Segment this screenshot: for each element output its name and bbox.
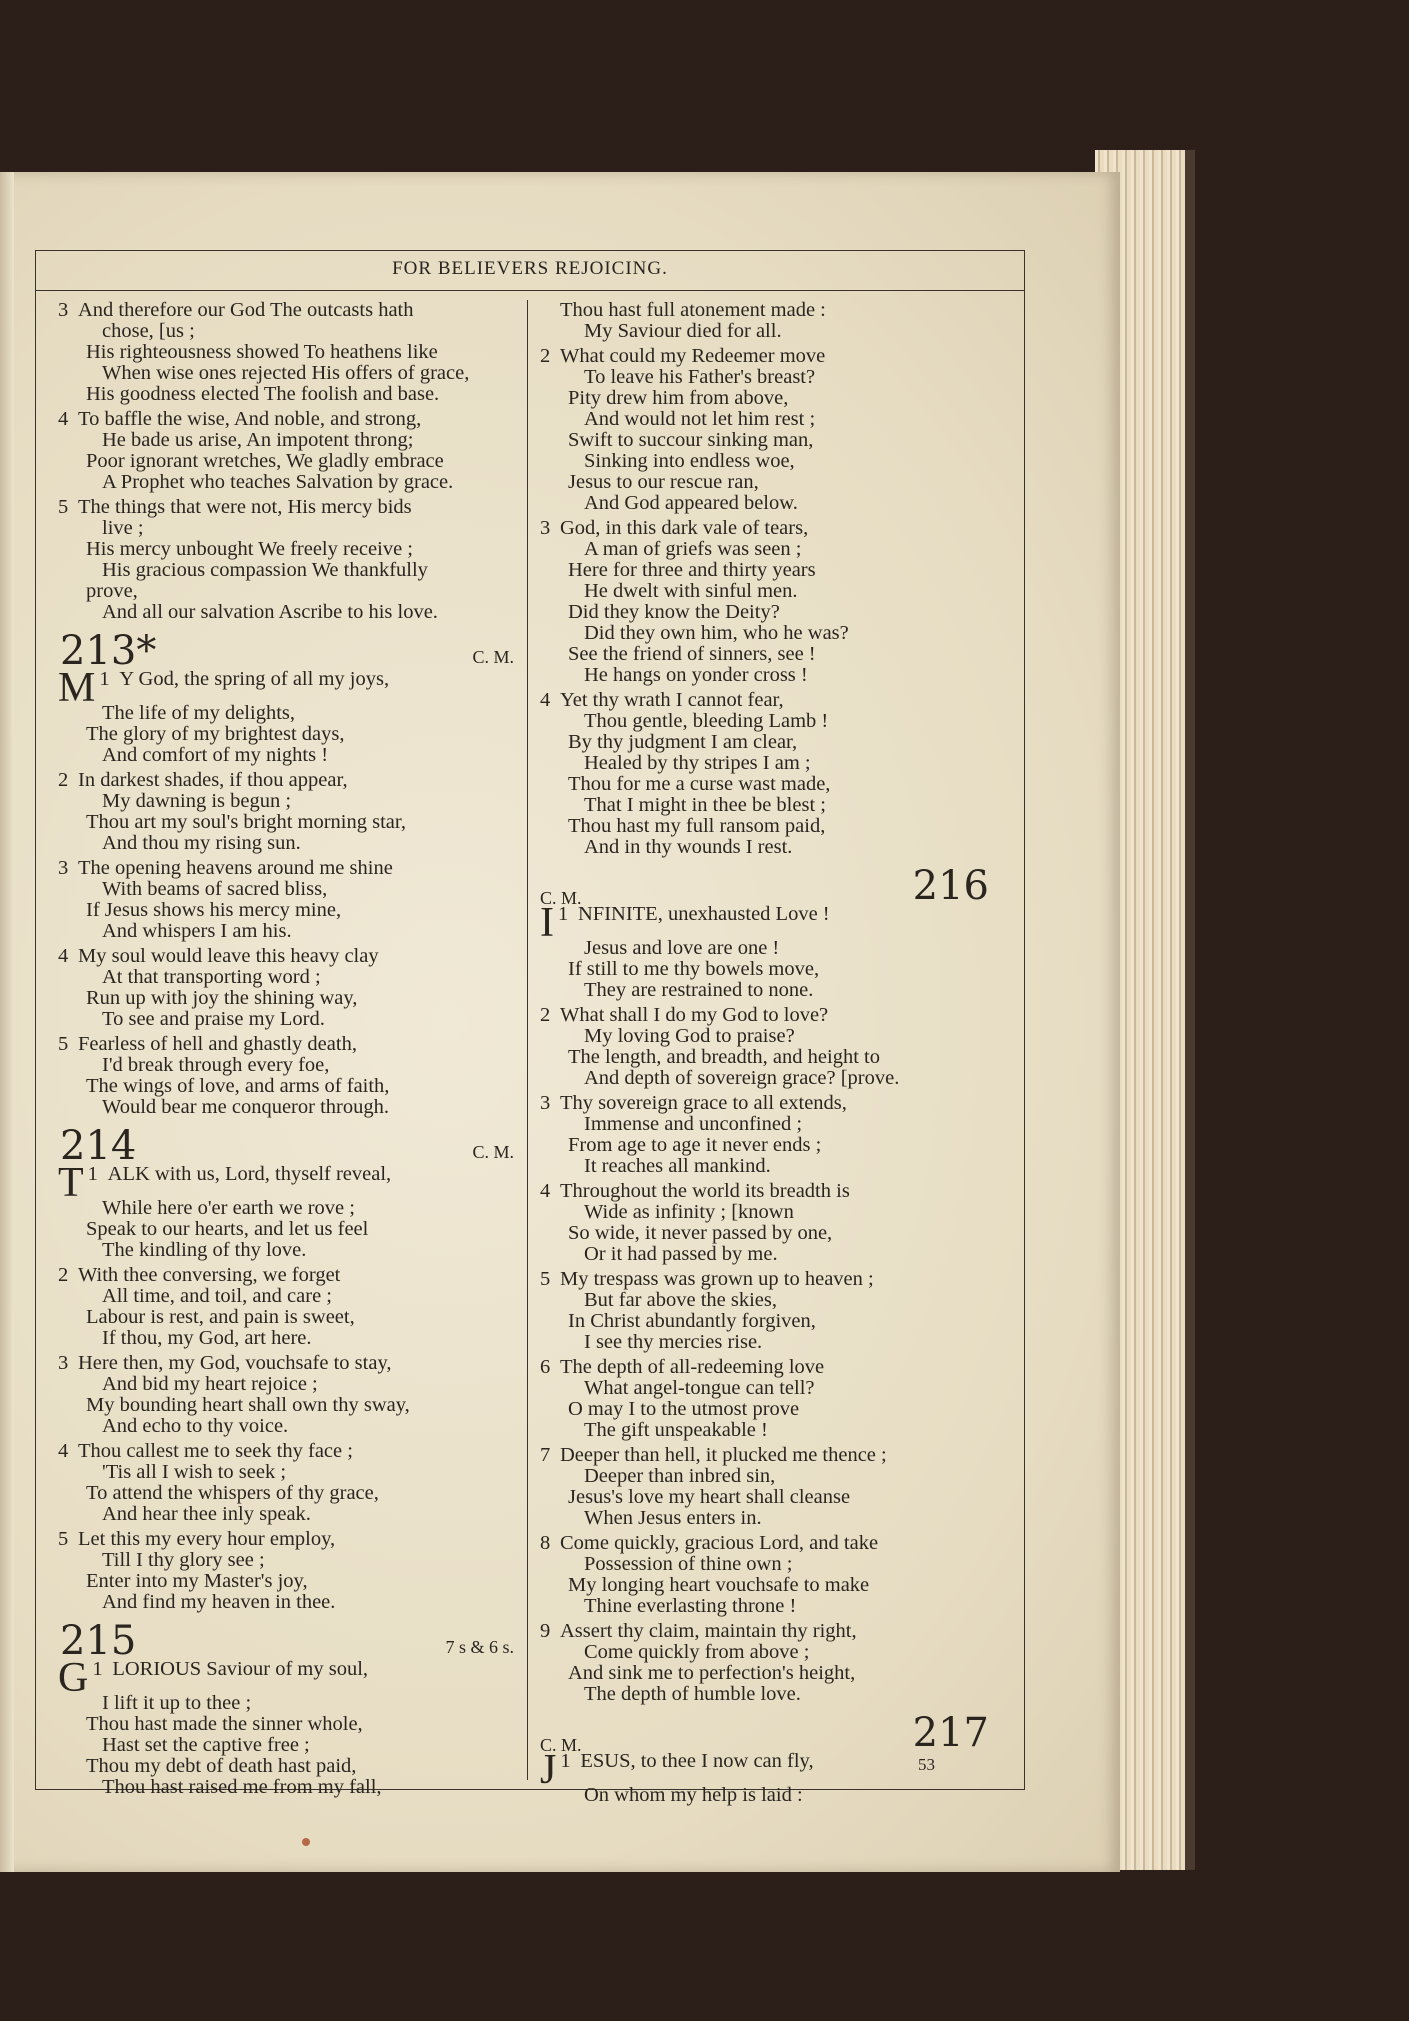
verse-line: 'Tis all I wish to seek ;: [102, 1462, 287, 1483]
verse-line: 2 In darkest shades, if thou appear,: [58, 770, 348, 791]
verse: [58, 1529, 520, 1613]
hymn-heading: [540, 1710, 1005, 1756]
verse: [58, 669, 520, 766]
verse-line: They are restrained to none.: [584, 980, 814, 1001]
verse-line: And God appeared below.: [584, 493, 798, 514]
verse-line: 1 M Y God, the spring of all my joys,: [58, 669, 390, 703]
verse-line: Jesus and love are one !: [584, 938, 780, 959]
verse-line: So wide, it never passed by one,: [568, 1223, 833, 1244]
verse-line: 3 And therefore our God The outcasts hath: [58, 300, 414, 321]
verse-line: 1 G LORIOUS Saviour of my soul,: [58, 1659, 369, 1693]
verse-line: Labour is rest, and pain is sweet,: [86, 1307, 355, 1328]
verse-number: 1: [99, 669, 110, 690]
verse-line: Hast set the captive free ;: [102, 1735, 310, 1756]
hymn-number: 217: [912, 1710, 989, 1756]
verse-line: 3 Here then, my God, vouchsafe to stay,: [58, 1353, 392, 1374]
verse: [540, 1445, 1005, 1529]
verse: [58, 1659, 520, 1798]
verse-line: Thou gentle, bleeding Lamb !: [584, 711, 829, 732]
verse-line: The kindling of thy love.: [102, 1240, 307, 1261]
verse: [540, 1269, 1005, 1353]
drop-capital: T: [58, 1164, 84, 1198]
verse-line: Here for three and thirty years: [568, 560, 816, 581]
verse-number: 4: [58, 409, 69, 430]
drop-capital: I: [540, 904, 554, 938]
verse-number: 4: [58, 1441, 69, 1462]
verse-line: In Christ abundantly forgiven,: [568, 1311, 816, 1332]
verse-line: I'd break through every foe,: [102, 1055, 330, 1076]
verse-line: His gracious compassion We thankfully: [102, 560, 428, 581]
drop-capital: J: [540, 1751, 557, 1785]
verse-line: 6 The depth of all-redeeming love: [540, 1357, 825, 1378]
verse-line: 5 Fearless of hell and ghastly death,: [58, 1034, 357, 1055]
verse-line: On whom my help is laid :: [584, 1785, 803, 1806]
verse-line: My Saviour died for all.: [584, 321, 782, 342]
verse-line: Till I thy glory see ;: [102, 1550, 265, 1571]
verse-line: And bid my heart rejoice ;: [102, 1374, 318, 1395]
verse: [540, 346, 1005, 514]
verse-line: And depth of sovereign grace? [prove.: [584, 1068, 900, 1089]
hymn-heading: [58, 1123, 520, 1169]
verse-line: Run up with joy the shining way,: [86, 988, 358, 1009]
verse-line: If Jesus shows his mercy mine,: [86, 900, 342, 921]
verse-number: 7: [540, 1445, 551, 1466]
verse-number: 2: [540, 346, 551, 367]
verse-line: To see and praise my Lord.: [102, 1009, 325, 1030]
verse-line: A Prophet who teaches Salvation by grace.: [102, 472, 454, 493]
verse-line: Pity drew him from above,: [568, 388, 789, 409]
verse-number: 2: [58, 1265, 69, 1286]
verse: [540, 1533, 1005, 1617]
verse-line: His righteousness showed To heathens like: [86, 342, 438, 363]
verse-line: 4 Throughout the world its breadth is: [540, 1181, 850, 1202]
verse-line: Enter into my Master's joy,: [86, 1571, 308, 1592]
verse-line: And comfort of my nights !: [102, 745, 329, 766]
verse-line: My longing heart vouchsafe to make: [568, 1575, 870, 1596]
hymn-meter: C. M.: [472, 647, 514, 667]
verse-line: Would bear me conqueror through.: [102, 1097, 389, 1118]
hymn-meter: C. M.: [540, 1735, 582, 1755]
verse-line: I lift it up to thee ;: [102, 1693, 252, 1714]
verse-line: 4 Yet thy wrath I cannot fear,: [540, 690, 784, 711]
verse-line: 4 My soul would leave this heavy clay: [58, 946, 379, 967]
verse: [58, 946, 520, 1030]
verse-line: While here o'er earth we rove ;: [102, 1198, 355, 1219]
verse-line: At that transporting word ;: [102, 967, 321, 988]
verse-line: See the friend of sinners, see !: [568, 644, 816, 665]
verse-line: 3 Thy sovereign grace to all extends,: [540, 1093, 847, 1114]
verse-line: live ;: [102, 518, 144, 539]
verse-line: 5 My trespass was grown up to heaven ;: [540, 1269, 874, 1290]
verse-line: My dawning is begun ;: [102, 791, 292, 812]
verse-line: He bade us arise, An impotent throng;: [102, 430, 414, 451]
running-head: FOR BELIEVERS REJOICING.: [392, 258, 668, 279]
verse-line: And find my heaven in thee.: [102, 1592, 336, 1613]
verse-line: To leave his Father's breast?: [584, 367, 816, 388]
verse-line: With beams of sacred bliss,: [102, 879, 328, 900]
verse-line: And hear thee inly speak.: [102, 1504, 311, 1525]
verse-line: It reaches all mankind.: [584, 1156, 771, 1177]
verse: [58, 1265, 520, 1349]
hymn-number: 213*: [60, 628, 157, 674]
verse-line: 2 With thee conversing, we forget: [58, 1265, 341, 1286]
verse-line: Thou my debt of death hast paid,: [86, 1756, 357, 1777]
verse: [540, 904, 1005, 1001]
verse-line: His goodness elected The foolish and base.: [86, 384, 440, 405]
verse-number: 2: [58, 770, 69, 791]
verse-line: His mercy unbought We freely receive ;: [86, 539, 413, 560]
verse: [58, 1164, 520, 1261]
verse-line: Thou hast made the sinner whole,: [86, 1714, 363, 1735]
verse-line: When Jesus enters in.: [584, 1508, 762, 1529]
verse-line: By thy judgment I am clear,: [568, 732, 798, 753]
column-divider: [527, 300, 528, 1780]
verse-line: 7 Deeper than hell, it plucked me thence ;: [540, 1445, 887, 1466]
verse-number: 6: [540, 1357, 551, 1378]
left-column: [58, 300, 520, 1802]
verse-line: The gift unspeakable !: [584, 1420, 768, 1441]
verse-line: From age to age it never ends ;: [568, 1135, 822, 1156]
verse-line: Thou hast my full ransom paid,: [568, 816, 826, 837]
hymn-heading: [540, 863, 1005, 909]
hymn-number: 215: [60, 1618, 137, 1664]
verse: [540, 1751, 1005, 1806]
verse-line: O may I to the utmost prove: [568, 1399, 800, 1420]
verse-line: Healed by thy stripes I am ;: [584, 753, 811, 774]
verse: [540, 1005, 1005, 1089]
verse-line: Thou hast full atonement made :: [560, 300, 826, 321]
verse-number: 4: [540, 1181, 551, 1202]
verse-line: Did they own him, who he was?: [584, 623, 849, 644]
verse-line: prove,: [86, 581, 138, 602]
verse: [58, 497, 520, 623]
verse-line: Possession of thine own ;: [584, 1554, 793, 1575]
verse-number: 1: [558, 904, 569, 925]
verse-line: But far above the skies,: [584, 1290, 777, 1311]
verse-line: 8 Come quickly, gracious Lord, and take: [540, 1533, 879, 1554]
verse: [540, 1621, 1005, 1705]
verse-line: If still to me thy bowels move,: [568, 959, 820, 980]
verse-line: Wide as infinity ; [known: [584, 1202, 794, 1223]
verse: [540, 300, 1005, 342]
verse-line: 5 The things that were not, His mercy bids: [58, 497, 412, 518]
verse-line: Speak to our hearts, and let us feel: [86, 1219, 369, 1240]
hymn-meter: C. M.: [540, 888, 582, 908]
verse-number: 4: [540, 690, 551, 711]
verse: [58, 770, 520, 854]
verse-line: To attend the whispers of thy grace,: [86, 1483, 379, 1504]
verse-line: Swift to succour sinking man,: [568, 430, 814, 451]
paper-stain: [302, 1838, 310, 1846]
verse-number: 5: [540, 1269, 551, 1290]
verse-number: 9: [540, 1621, 551, 1642]
verse-line: And thou my rising sun.: [102, 833, 301, 854]
verse-line: And all our salvation Ascribe to his love.: [102, 602, 438, 623]
verse: [540, 1181, 1005, 1265]
verse-number: 5: [58, 497, 69, 518]
verse: [58, 300, 520, 405]
verse-line: 9 Assert thy claim, maintain thy right,: [540, 1621, 857, 1642]
verse-number: 2: [540, 1005, 551, 1026]
verse-line: And in thy wounds I rest.: [584, 837, 793, 858]
verse-line: And would not let him rest ;: [584, 409, 816, 430]
verse: [540, 1093, 1005, 1177]
verse-line: Immense and unconfined ;: [584, 1114, 803, 1135]
verse: [58, 858, 520, 942]
verse-line: Thou hast raised me from my fall,: [102, 1777, 382, 1798]
verse-line: Or it had passed by me.: [584, 1244, 778, 1265]
hymn-heading: [58, 1618, 520, 1664]
verse-line: My bounding heart shall own thy sway,: [86, 1395, 410, 1416]
verse: [540, 690, 1005, 858]
verse-line: 1 J ESUS, to thee I now can fly,: [540, 1751, 814, 1785]
verse: [58, 1353, 520, 1437]
verse-number: 3: [540, 1093, 551, 1114]
verse-line: And echo to thy voice.: [102, 1416, 289, 1437]
verse: [58, 1441, 520, 1525]
verse-line: Thine everlasting throne !: [584, 1596, 797, 1617]
verse-line: Thou art my soul's bright morning star,: [86, 812, 407, 833]
verse-number: 1: [560, 1751, 571, 1772]
verse-line: 5 Let this my every hour employ,: [58, 1529, 336, 1550]
verse-line: The length, and breadth, and height to: [568, 1047, 880, 1068]
verse-line: That I might in thee be blest ;: [584, 795, 826, 816]
drop-capital: M: [58, 669, 96, 703]
verse: [540, 1357, 1005, 1441]
verse-line: Poor ignorant wretches, We gladly embrace: [86, 451, 444, 472]
verse-line: Thou for me a curse wast made,: [568, 774, 831, 795]
verse-line: If thou, my God, art here.: [102, 1328, 312, 1349]
verse: [58, 409, 520, 493]
verse-line: Jesus to our rescue ran,: [568, 472, 759, 493]
hymn-heading: [58, 628, 520, 674]
verse-line: A man of griefs was seen ;: [584, 539, 802, 560]
verse-line: 2 What shall I do my God to love?: [540, 1005, 829, 1026]
verse-line: The glory of my brightest days,: [86, 724, 345, 745]
right-column: [540, 300, 1005, 1810]
verse-line: And whispers I am his.: [102, 921, 292, 942]
verse-line: 1 I NFINITE, unexhausted Love !: [540, 904, 830, 938]
verse-line: 4 Thou callest me to seek thy face ;: [58, 1441, 353, 1462]
verse-line: Jesus's love my heart shall cleanse: [568, 1487, 851, 1508]
hymn-number: 216: [912, 863, 989, 909]
verse-line: 3 The opening heavens around me shine: [58, 858, 393, 879]
header-rule: [35, 290, 1025, 291]
verse-line: 1 T ALK with us, Lord, thyself reveal,: [58, 1164, 392, 1198]
verse-line: He dwelt with sinful men.: [584, 581, 798, 602]
verse-line: I see thy mercies rise.: [584, 1332, 763, 1353]
verse-number: 3: [58, 300, 69, 321]
hymn-meter: C. M.: [472, 1142, 514, 1162]
verse-line: Did they know the Deity?: [568, 602, 780, 623]
verse-number: 1: [87, 1164, 98, 1185]
verse-number: 1: [92, 1659, 103, 1680]
verse-number: 5: [58, 1529, 69, 1550]
hymn-meter: 7 s & 6 s.: [445, 1637, 514, 1657]
verse-line: The depth of humble love.: [584, 1684, 801, 1705]
verse-number: 8: [540, 1533, 551, 1554]
verse-line: Sinking into endless woe,: [584, 451, 795, 472]
verse-number: 3: [540, 518, 551, 539]
drop-capital: G: [58, 1659, 89, 1693]
spine-shadow: [0, 172, 14, 1872]
verse-line: Come quickly from above ;: [584, 1642, 810, 1663]
verse-line: Deeper than inbred sin,: [584, 1466, 776, 1487]
verse-line: What angel-tongue can tell?: [584, 1378, 815, 1399]
verse-line: The life of my delights,: [102, 703, 295, 724]
verse-number: 5: [58, 1034, 69, 1055]
verse-line: 2 What could my Redeemer move: [540, 346, 826, 367]
verse-line: The wings of love, and arms of faith,: [86, 1076, 390, 1097]
verse-number: 3: [58, 1353, 69, 1374]
verse-line: My loving God to praise?: [584, 1026, 795, 1047]
verse-line: All time, and toil, and care ;: [102, 1286, 332, 1307]
verse: [58, 1034, 520, 1118]
verse-line: When wise ones rejected His offers of grace,: [102, 363, 470, 384]
verse-line: 4 To baffle the wise, And noble, and strong,: [58, 409, 422, 430]
verse-line: 3 God, in this dark vale of tears,: [540, 518, 809, 539]
verse-line: chose, [us ;: [102, 321, 195, 342]
hymn-number: 214: [60, 1123, 137, 1169]
verse-number: 4: [58, 946, 69, 967]
page-number: 53: [918, 1755, 935, 1774]
verse: [540, 518, 1005, 686]
verse-line: And sink me to perfection's height,: [568, 1663, 856, 1684]
verse-line: He hangs on yonder cross !: [584, 665, 808, 686]
verse-number: 3: [58, 858, 69, 879]
